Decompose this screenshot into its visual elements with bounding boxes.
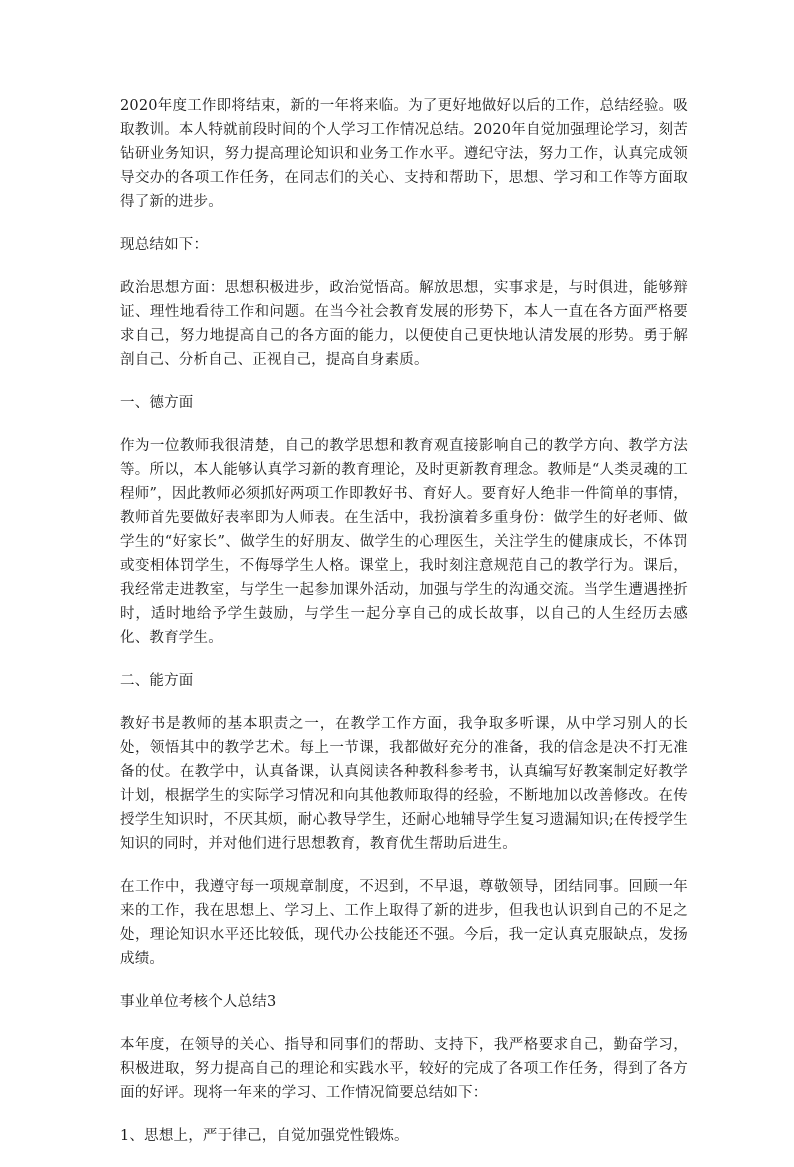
document-page <box>120 94 688 1167</box>
work-paragraph: 在工作中，我遵守每一项规章制度，不迟到，不早退，尊敬领导，团结同事。回顾一年来的工作，我在思想上、学习上、工作上取得了新的进步，但我也认识到自己的不足之处，理论知识水平还比较低，现代办公技能还不强。今后，我一定认真克服缺点，发扬成绩。 <box>120 879 688 967</box>
ability-paragraph: 教好书是教师的基本职责之一，在教学工作方面，我争取多听课，从中学习别人的长处，领悟其中的教学艺术。每上一节课，我都做好充分的准备，我的信念是决不打无准备的仗。在教学中，认真备课，认真阅读各种教科参考书，认真编写好教案制定好教学计划，根据学生的实际学习情况和向其他教师取得的经验，不断地加以改善修改。在传授学生知识时，不厌其烦，耐心教导学生，还耐心地辅导学生复习遗漏知识;在传授学生知识的同时，并对他们进行思想教育，教育优生帮助后进生。 <box>120 716 688 852</box>
section-title-3: 事业单位考核个人总结3 <box>120 994 277 1010</box>
point-1: 1、思想上，严于律己，自觉加强党性锻炼。 <box>120 1128 409 1144</box>
morality-paragraph: 作为一位教师我很清楚，自己的教学思想和教育观直接影响自己的教学方向、教学方法等。所以，本人能够认真学习新的教育理论，及时更新教育理念。教师是“人类灵魂的工程师”，因此教师必须抓好两项工作即教好书、育好人。要育好人绝非一件简单的事情，教师首先要做好表率即为人师表。在生活中，我扮演着多重身份：做学生的好老师、做学生的“好家长”、做学生的好朋友、做学生的心理医生，关注学生的健康成长，不体罚或变相体罚学生，不侮辱学生人格。课堂上，我时刻注意规范自己的教学行为。课后，我经常走进教室，与学生一起参加课外活动，加强与学生的沟通交流。当学生遭遇挫折时，适时地给予学生鼓励，与学生一起分享自己的成长故事，以自己的人生经历去感化、教育学生。 <box>120 438 688 646</box>
intro-paragraph: 2020年度工作即将结束，新的一年将来临。为了更好地做好以后的工作，总结经验。吸取教训。本人特就前段时间的个人学习工作情况总结。2020年自觉加强理论学习，刻苦钻研业务知识，努力提高理论知识和业务工作水平。遵纪守法，努力工作，认真完成领导交办的各项工作任务，在同志们的关心、支持和帮助下，思想、学习和工作等方面取得了新的进步。 <box>120 98 688 210</box>
annual-paragraph: 本年度，在领导的关心、指导和同事们的帮助、支持下，我严格要求自己，勤奋学习，积极进取，努力提高自己的理论和实践水平，较好的完成了各项工作任务，得到了各方面的好评。现将一年来的学习、工作情况简要总结如下： <box>120 1037 688 1101</box>
summary-lead: 现总结如下： <box>120 237 209 253</box>
heading-ability: 二、能方面 <box>120 673 194 689</box>
heading-morality: 一、德方面 <box>120 395 194 411</box>
political-paragraph: 政治思想方面：思想积极进步，政治觉悟高。解放思想，实事求是，与时俱进，能够辩证、理性地看待工作和问题。在当今社会教育发展的形势下，本人一直在各方面严格要求自己，努力地提高自己的各方面的能力，以便使自己更快地认清发展的形势。勇于解剖自己、分析自己、正视自己，提高自身素质。 <box>120 280 688 368</box>
